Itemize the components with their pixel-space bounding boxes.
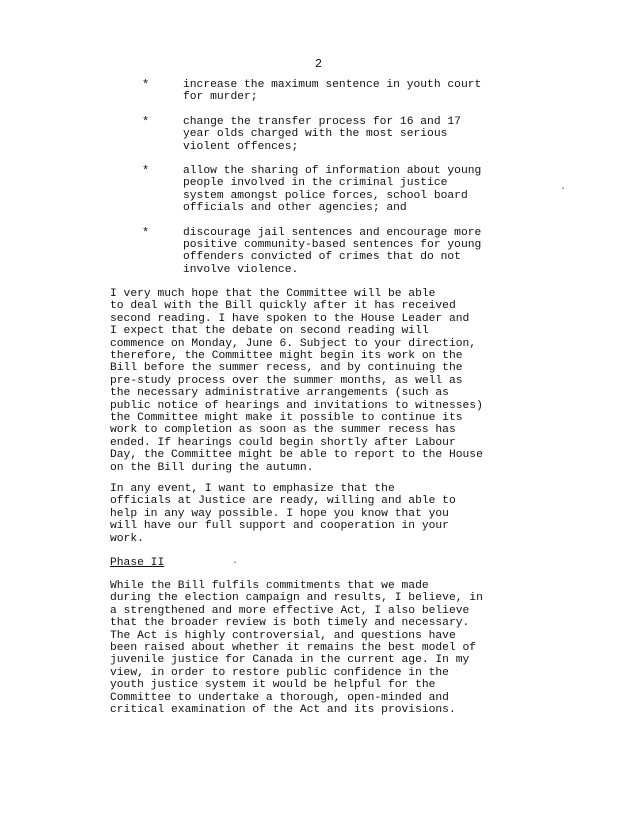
bullet-marker: *	[142, 225, 150, 240]
body-paragraph-phase-ii: While the Bill fulfils commitments that we made during the election campaign and results, I believe, in a strengthened and more effective Act, I also believe that the broader review is both timely and necessary. The Act is highly controversial, and questions have been raised about whether it remains the best model of juvenile justice for Canada in the current age. In my view, in order to restore public confidence in the youth justice system it would be helpful for the Committee to undertake a thorough, open-minded and critical examination of the Act and its provisions.	[110, 580, 483, 717]
body-paragraph-committee: I very much hope that the Committee will be able to deal with the Bill quickly after it has received second reading. I have spoken to the House Leader and I expect that the debate on second reading will commence on Monday, June 6. Subject to your direction, therefore, the Committee might begin its work on the Bill before the summer recess, and by continuing the pre-study process over the summer months, as well as the necessary administrative arrangements (such as public notice of hearings and invitations to witnesses) the Committee might make it possible to continue its work to completion as soon as the summer recess has ended. If hearings could begin shortly after Labour Day, the Committee might be able to report to the House on the Bill during the autumn.	[110, 288, 483, 474]
bullet-text: increase the maximum sentence in youth court for murder;	[183, 79, 482, 104]
bullet-item	[142, 116, 542, 153]
scan-speck: ·	[232, 558, 239, 569]
bullet-marker: *	[142, 78, 150, 92]
bullet-list	[142, 79, 542, 288]
bullet-text: allow the sharing of information about young people involved in the criminal justice system amongst police forces, school board officials and other agencies; and	[183, 165, 482, 215]
scan-speck: ·	[560, 184, 567, 195]
bullet-marker: *	[142, 114, 150, 129]
bullet-item	[142, 227, 542, 277]
bullet-marker: *	[142, 164, 150, 179]
body-paragraph-support: In any event, I want to emphasize that the officials at Justice are ready, willing and able to help in any way possible. I hope you know that you will have our full support and cooperation in your work.	[110, 483, 456, 545]
bullet-text: discourage jail sentences and encourage more positive community-based sentences for young offenders convicted of crimes that do not involve violence.	[183, 226, 482, 276]
section-heading: Phase II	[110, 557, 165, 569]
bullet-text: change the transfer process for 16 and 17 year olds charged with the most serious violent offences;	[183, 115, 461, 153]
bullet-item	[142, 79, 542, 104]
page-number: 2	[314, 57, 323, 71]
bullet-item	[142, 165, 542, 215]
